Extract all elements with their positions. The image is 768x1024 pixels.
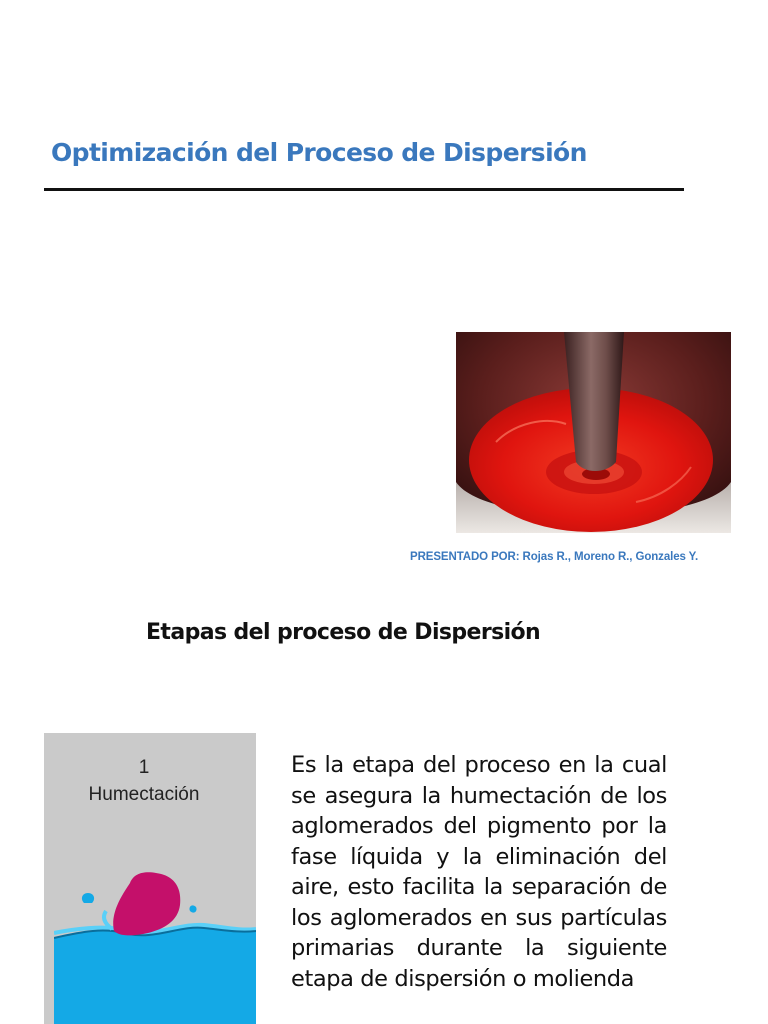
stage-illustration: [44, 733, 256, 1024]
page-title: Optimización del Proceso de Dispersión: [51, 138, 587, 167]
section-heading: Etapas del proceso de Dispersión: [146, 620, 541, 645]
title-divider: [44, 188, 684, 191]
paint-dispersion-photo: [456, 332, 731, 533]
stage-description: Es la etapa del proceso en la cual se asegura la humectación de los aglomerados del pigmento por la fase líquida y la eliminación del aire, esto facilita la separación de los aglomerados en sus partículas primarias durante la siguiente etapa de dispersión o molienda: [291, 752, 667, 992]
stage-name: Humectación: [88, 784, 200, 805]
wetting-diagram: [44, 733, 256, 1024]
presented-by: PRESENTADO POR: Rojas R., Moreno R., Gonzales Y.: [410, 551, 699, 563]
stage-number: 1: [138, 757, 150, 778]
